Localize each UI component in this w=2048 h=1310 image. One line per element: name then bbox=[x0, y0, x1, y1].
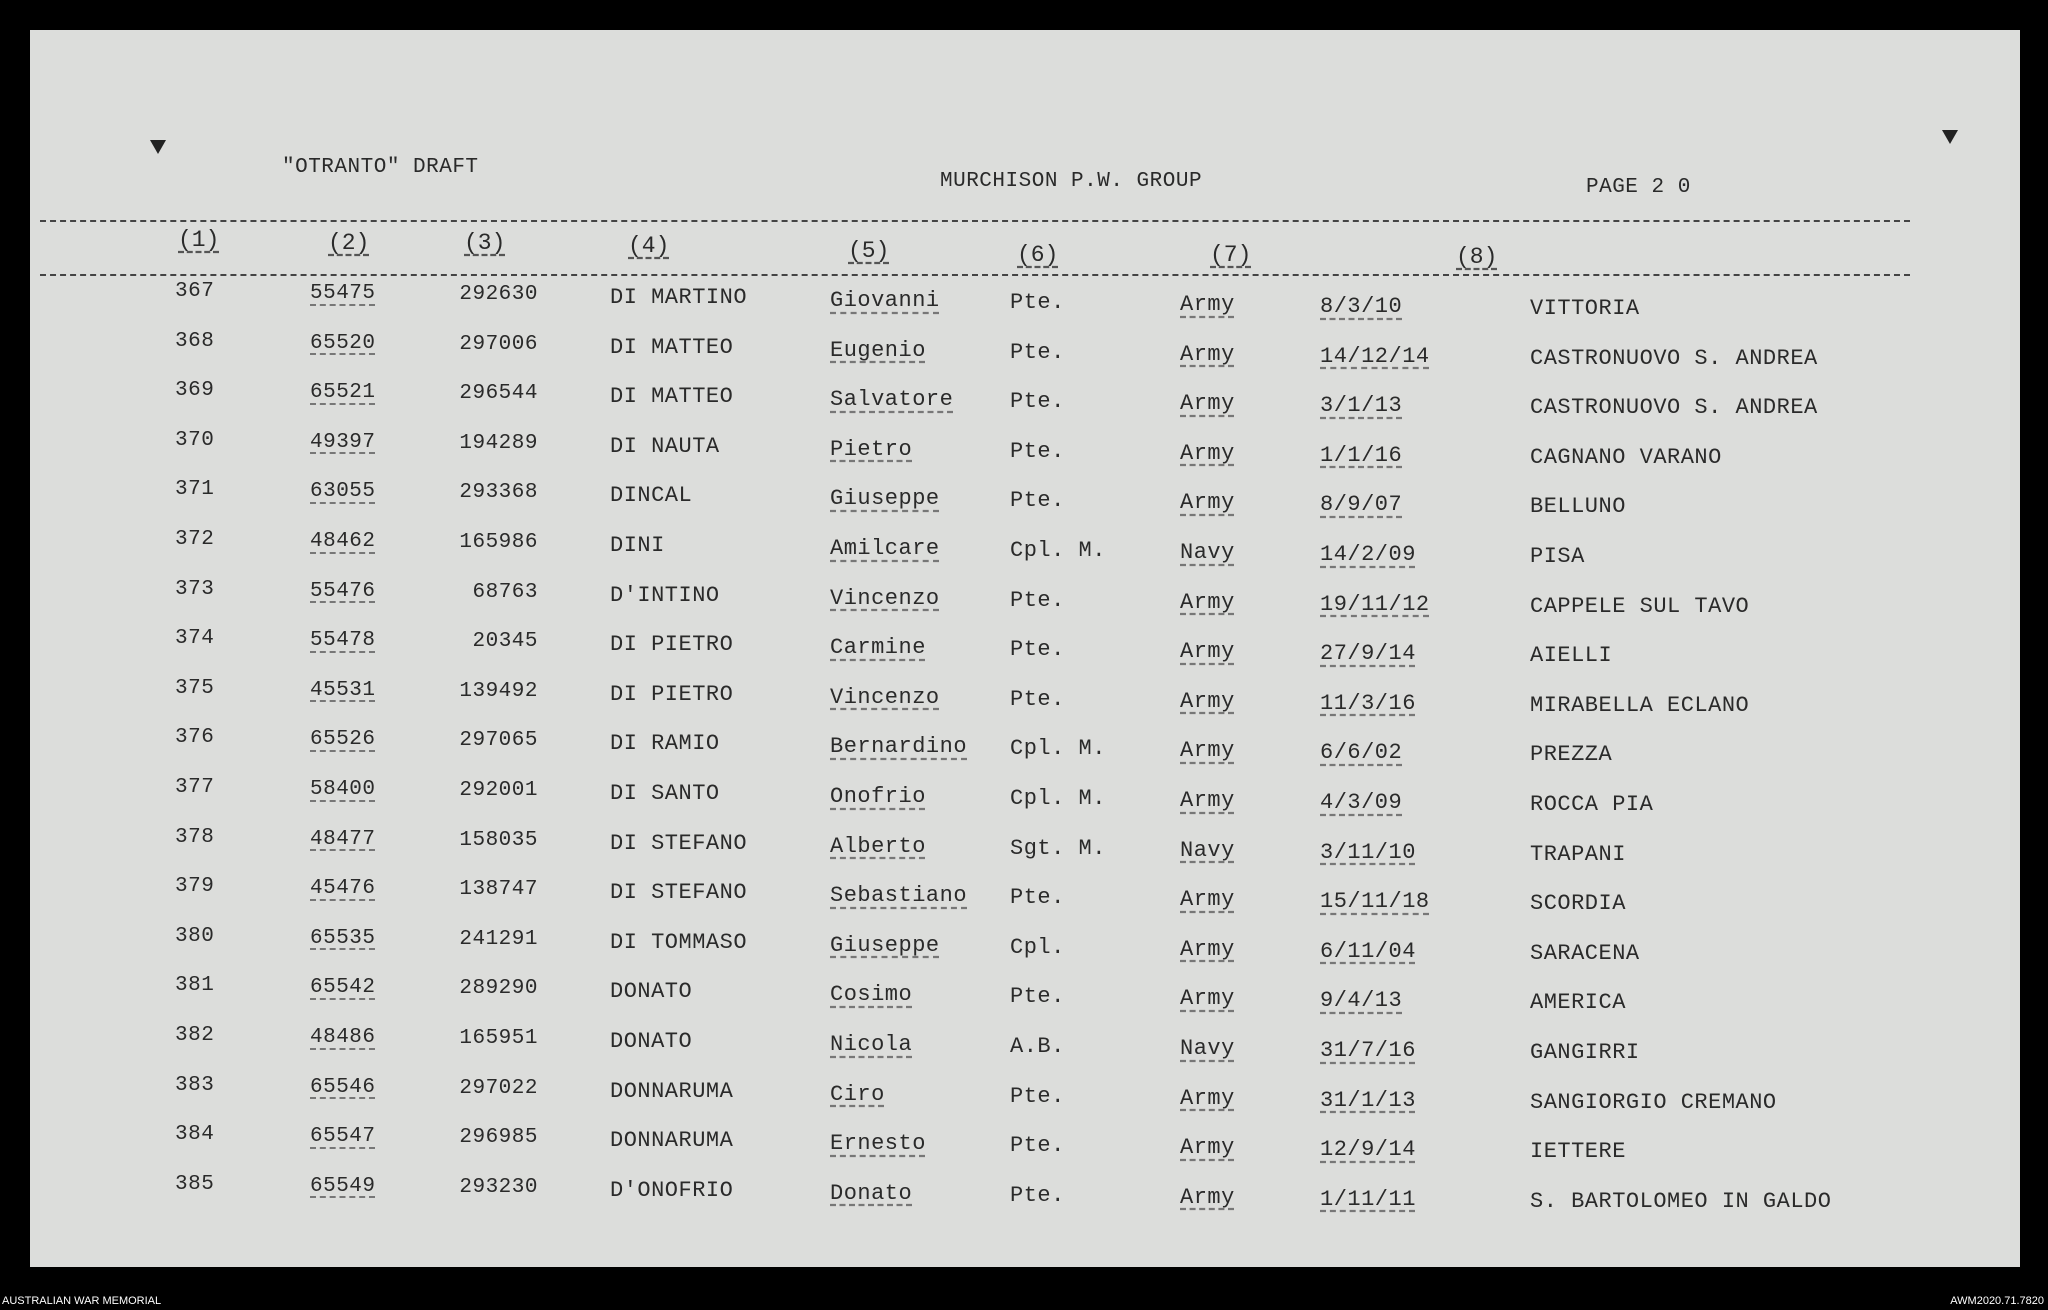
service-branch: Army bbox=[1180, 1135, 1235, 1161]
given-name: Ciro bbox=[830, 1081, 885, 1107]
birthplace: PREZZA bbox=[1530, 742, 1613, 768]
table-row bbox=[30, 427, 2020, 475]
record-number: 370 bbox=[175, 428, 215, 452]
column-number-5: (5) bbox=[848, 238, 890, 264]
record-number: 375 bbox=[175, 676, 215, 700]
surname: DI SANTO bbox=[610, 781, 720, 806]
date-of-birth: 4/3/09 bbox=[1320, 790, 1403, 815]
service-number: 55475 bbox=[310, 282, 376, 305]
service-branch: Army bbox=[1180, 341, 1235, 367]
pow-number: 139492 bbox=[459, 679, 538, 703]
birthplace: SCORDIA bbox=[1530, 891, 1626, 917]
header-rule-top bbox=[40, 220, 1910, 222]
birthplace: VITTORIA bbox=[1530, 296, 1640, 321]
given-name: Nicola bbox=[830, 1032, 913, 1057]
given-name: Vincenzo bbox=[830, 684, 940, 710]
table-row bbox=[30, 824, 2020, 872]
surname: DI STEFANO bbox=[610, 830, 748, 856]
surname: DI MARTINO bbox=[610, 285, 748, 310]
service-number: 65521 bbox=[310, 381, 376, 405]
group-title: MURCHISON P.W. GROUP bbox=[940, 170, 1203, 193]
table-row bbox=[30, 873, 2020, 921]
table-row bbox=[30, 328, 2020, 376]
rank: Pte. bbox=[1010, 885, 1065, 911]
pow-number: 293368 bbox=[459, 481, 538, 505]
rank: Pte. bbox=[1010, 984, 1065, 1010]
birthplace: CASTRONUOVO S. ANDREA bbox=[1530, 345, 1818, 371]
record-number: 377 bbox=[175, 776, 215, 799]
birthplace: PISA bbox=[1530, 544, 1585, 569]
surname: DONATO bbox=[610, 979, 693, 1005]
rank: Cpl. M. bbox=[1010, 538, 1106, 563]
record-number: 380 bbox=[175, 924, 215, 948]
birthplace: SARACENA bbox=[1530, 940, 1640, 966]
date-of-birth: 11/3/16 bbox=[1320, 690, 1416, 716]
pow-number: 292630 bbox=[459, 283, 538, 306]
given-name: Pietro bbox=[830, 436, 913, 462]
date-of-birth: 3/11/10 bbox=[1320, 839, 1416, 865]
service-branch: Army bbox=[1180, 688, 1235, 714]
birthplace: AMERICA bbox=[1530, 990, 1626, 1016]
birthplace: BELLUNO bbox=[1530, 494, 1626, 520]
table-row bbox=[30, 377, 2020, 425]
given-name: Donato bbox=[830, 1180, 913, 1206]
date-of-birth: 12/9/14 bbox=[1320, 1137, 1416, 1163]
birthplace: S. BARTOLOMEO IN GALDO bbox=[1530, 1188, 1832, 1214]
date-of-birth: 3/1/13 bbox=[1320, 393, 1403, 419]
service-branch: Army bbox=[1180, 738, 1235, 764]
birthplace: CAPPELE SUL TAVO bbox=[1530, 593, 1750, 619]
given-name: Cosimo bbox=[830, 982, 913, 1008]
service-branch: Navy bbox=[1180, 1036, 1235, 1061]
birthplace: TRAPANI bbox=[1530, 841, 1626, 867]
service-number: 65526 bbox=[310, 728, 376, 752]
given-name: Giuseppe bbox=[830, 486, 940, 512]
service-branch: Army bbox=[1180, 986, 1235, 1012]
date-of-birth: 31/7/16 bbox=[1320, 1038, 1416, 1063]
given-name: Salvatore bbox=[830, 387, 954, 413]
rank: Pte. bbox=[1010, 438, 1065, 464]
surname: DI PIETRO bbox=[610, 632, 734, 658]
given-name: Sebastiano bbox=[830, 883, 968, 909]
rank: Pte. bbox=[1010, 1083, 1065, 1109]
table-row bbox=[30, 625, 2020, 673]
service-number: 65547 bbox=[310, 1125, 376, 1149]
record-number: 381 bbox=[175, 974, 215, 998]
date-of-birth: 6/11/04 bbox=[1320, 938, 1416, 964]
surname: D'INTINO bbox=[610, 582, 720, 608]
table-row bbox=[30, 476, 2020, 524]
draft-title: "OTRANTO" DRAFT bbox=[282, 156, 479, 179]
birthplace: AIELLI bbox=[1530, 643, 1613, 669]
service-number: 65542 bbox=[310, 976, 376, 1000]
pow-number: 138747 bbox=[459, 878, 538, 902]
rank: Pte. bbox=[1010, 637, 1065, 663]
table-row bbox=[30, 278, 2020, 326]
rank: Pte. bbox=[1010, 1133, 1065, 1159]
document-page bbox=[30, 30, 2020, 1267]
surname: DI TOMMASO bbox=[610, 929, 748, 955]
service-branch: Army bbox=[1180, 589, 1235, 615]
record-number: 368 bbox=[175, 329, 215, 353]
service-number: 58400 bbox=[310, 778, 376, 801]
surname: D'ONOFRIO bbox=[610, 1177, 734, 1203]
record-number: 378 bbox=[175, 825, 215, 849]
service-branch: Army bbox=[1180, 391, 1235, 417]
footer-bar bbox=[0, 1294, 2048, 1310]
rank: A.B. bbox=[1010, 1034, 1065, 1059]
surname: DI MATTEO bbox=[610, 384, 734, 410]
service-branch: Navy bbox=[1180, 540, 1235, 565]
pow-number: 293230 bbox=[459, 1175, 538, 1199]
surname: DINCAL bbox=[610, 483, 693, 509]
record-number: 373 bbox=[175, 577, 215, 601]
service-number: 48486 bbox=[310, 1026, 376, 1049]
date-of-birth: 6/6/02 bbox=[1320, 740, 1403, 766]
column-number-2: (2) bbox=[328, 230, 370, 256]
footer-institution: AUSTRALIAN WAR MEMORIAL bbox=[2, 1295, 162, 1307]
surname: DI RAMIO bbox=[610, 731, 720, 757]
given-name: Amilcare bbox=[830, 536, 940, 561]
pow-number: 165951 bbox=[459, 1027, 538, 1050]
pow-number: 297022 bbox=[459, 1076, 538, 1100]
pow-number: 296544 bbox=[459, 382, 538, 406]
rank: Cpl. M. bbox=[1010, 736, 1106, 762]
table-row bbox=[30, 923, 2020, 971]
rank: Pte. bbox=[1010, 686, 1065, 712]
pow-number: 296985 bbox=[459, 1126, 538, 1150]
given-name: Giovanni bbox=[830, 288, 940, 313]
column-number-8: (8) bbox=[1456, 244, 1498, 270]
date-of-birth: 9/4/13 bbox=[1320, 988, 1403, 1014]
record-number: 385 bbox=[175, 1172, 215, 1196]
birthplace: ROCCA PIA bbox=[1530, 792, 1654, 817]
rank: Cpl. bbox=[1010, 934, 1065, 960]
table-row bbox=[30, 526, 2020, 574]
column-number-3: (3) bbox=[464, 230, 506, 256]
date-of-birth: 14/12/14 bbox=[1320, 343, 1430, 369]
record-number: 383 bbox=[175, 1073, 215, 1097]
date-of-birth: 19/11/12 bbox=[1320, 591, 1430, 617]
record-number: 371 bbox=[175, 478, 215, 502]
surname: DONNARUMA bbox=[610, 1128, 734, 1154]
surname: DONATO bbox=[610, 1029, 693, 1054]
given-name: Carmine bbox=[830, 635, 926, 661]
birthplace: SANGIORGIO CREMANO bbox=[1530, 1089, 1777, 1115]
surname: DI PIETRO bbox=[610, 681, 734, 707]
pow-number: 194289 bbox=[459, 431, 538, 455]
birthplace: CAGNANO VARANO bbox=[1530, 444, 1722, 470]
rank: Pte. bbox=[1010, 488, 1065, 514]
pow-number: 292001 bbox=[459, 779, 538, 802]
service-branch: Army bbox=[1180, 490, 1235, 516]
service-branch: Army bbox=[1180, 887, 1235, 913]
date-of-birth: 15/11/18 bbox=[1320, 889, 1430, 915]
pow-number: 297065 bbox=[459, 729, 538, 753]
service-branch: Army bbox=[1180, 936, 1235, 962]
given-name: Eugenio bbox=[830, 337, 926, 363]
record-number: 384 bbox=[175, 1123, 215, 1147]
service-branch: Navy bbox=[1180, 837, 1235, 863]
pow-number: 241291 bbox=[459, 927, 538, 951]
column-number-6: (6) bbox=[1017, 242, 1059, 268]
record-number: 376 bbox=[175, 726, 215, 750]
surname: DINI bbox=[610, 533, 665, 558]
record-number: 382 bbox=[175, 1024, 215, 1047]
given-name: Alberto bbox=[830, 833, 926, 859]
birthplace: MIRABELLA ECLANO bbox=[1530, 692, 1750, 718]
table-row bbox=[30, 576, 2020, 624]
service-number: 63055 bbox=[310, 480, 376, 504]
service-number: 65549 bbox=[310, 1174, 376, 1198]
table-row bbox=[30, 724, 2020, 772]
date-of-birth: 8/3/10 bbox=[1320, 294, 1403, 319]
rank: Pte. bbox=[1010, 587, 1065, 613]
given-name: Vincenzo bbox=[830, 585, 940, 611]
table-row bbox=[30, 1022, 2020, 1070]
table-row bbox=[30, 1171, 2020, 1219]
birthplace: CASTRONUOVO S. ANDREA bbox=[1530, 395, 1818, 421]
pow-number: 158035 bbox=[459, 828, 538, 852]
footer-accession-number: AWM2020.71.7820 bbox=[1950, 1295, 2044, 1307]
service-branch: Army bbox=[1180, 788, 1235, 813]
record-number: 379 bbox=[175, 875, 215, 899]
table-row bbox=[30, 972, 2020, 1020]
given-name: Bernardino bbox=[830, 734, 968, 760]
date-of-birth: 8/9/07 bbox=[1320, 492, 1403, 518]
date-of-birth: 14/2/09 bbox=[1320, 542, 1416, 567]
service-number: 65546 bbox=[310, 1075, 376, 1099]
service-number: 45476 bbox=[310, 877, 376, 901]
service-branch: Army bbox=[1180, 440, 1235, 466]
table-row bbox=[30, 1121, 2020, 1169]
service-number: 48477 bbox=[310, 827, 376, 851]
surname: DI STEFANO bbox=[610, 880, 748, 906]
page-number: PAGE 2 0 bbox=[1586, 176, 1691, 199]
given-name: Onofrio bbox=[830, 784, 926, 809]
service-number: 55476 bbox=[310, 579, 376, 603]
table-row bbox=[30, 774, 2020, 822]
service-number: 48462 bbox=[310, 530, 376, 553]
surname: DI MATTEO bbox=[610, 334, 734, 360]
date-of-birth: 31/1/13 bbox=[1320, 1087, 1416, 1113]
service-branch: Army bbox=[1180, 639, 1235, 665]
given-name: Giuseppe bbox=[830, 932, 940, 958]
rank: Sgt. M. bbox=[1010, 835, 1106, 861]
header-rule-bottom bbox=[40, 274, 1910, 276]
date-of-birth: 1/11/11 bbox=[1320, 1186, 1416, 1212]
rank: Pte. bbox=[1010, 290, 1065, 315]
rank: Pte. bbox=[1010, 389, 1065, 415]
punch-mark-left bbox=[150, 140, 166, 154]
service-number: 65535 bbox=[310, 926, 376, 950]
pow-number: 297006 bbox=[459, 332, 538, 356]
service-number: 45531 bbox=[310, 678, 376, 702]
surname: DI NAUTA bbox=[610, 433, 720, 459]
service-branch: Army bbox=[1180, 1085, 1235, 1111]
record-number: 374 bbox=[175, 627, 215, 651]
service-branch: Army bbox=[1180, 1184, 1235, 1210]
pow-number: 165986 bbox=[459, 531, 538, 554]
column-number-7: (7) bbox=[1210, 242, 1252, 268]
punch-mark-right bbox=[1942, 130, 1958, 144]
service-number: 49397 bbox=[310, 430, 376, 454]
service-branch: Army bbox=[1180, 292, 1235, 317]
birthplace: IETTERE bbox=[1530, 1139, 1626, 1165]
service-number: 65520 bbox=[310, 331, 376, 355]
pow-number: 20345 bbox=[472, 630, 538, 654]
table-row bbox=[30, 675, 2020, 723]
date-of-birth: 27/9/14 bbox=[1320, 641, 1416, 667]
date-of-birth: 1/1/16 bbox=[1320, 442, 1403, 468]
record-number: 369 bbox=[175, 379, 215, 403]
rank: Pte. bbox=[1010, 1182, 1065, 1208]
column-number-4: (4) bbox=[628, 233, 670, 259]
rank: Cpl. M. bbox=[1010, 786, 1106, 811]
surname: DONNARUMA bbox=[610, 1078, 734, 1104]
table-row bbox=[30, 1072, 2020, 1120]
record-number: 367 bbox=[175, 280, 215, 303]
birthplace: GANGIRRI bbox=[1530, 1040, 1640, 1065]
record-number: 372 bbox=[175, 528, 215, 551]
service-number: 55478 bbox=[310, 629, 376, 653]
rank: Pte. bbox=[1010, 339, 1065, 365]
column-number-1: (1) bbox=[178, 227, 220, 253]
pow-number: 289290 bbox=[459, 977, 538, 1001]
pow-number: 68763 bbox=[472, 580, 538, 604]
given-name: Ernesto bbox=[830, 1131, 926, 1157]
